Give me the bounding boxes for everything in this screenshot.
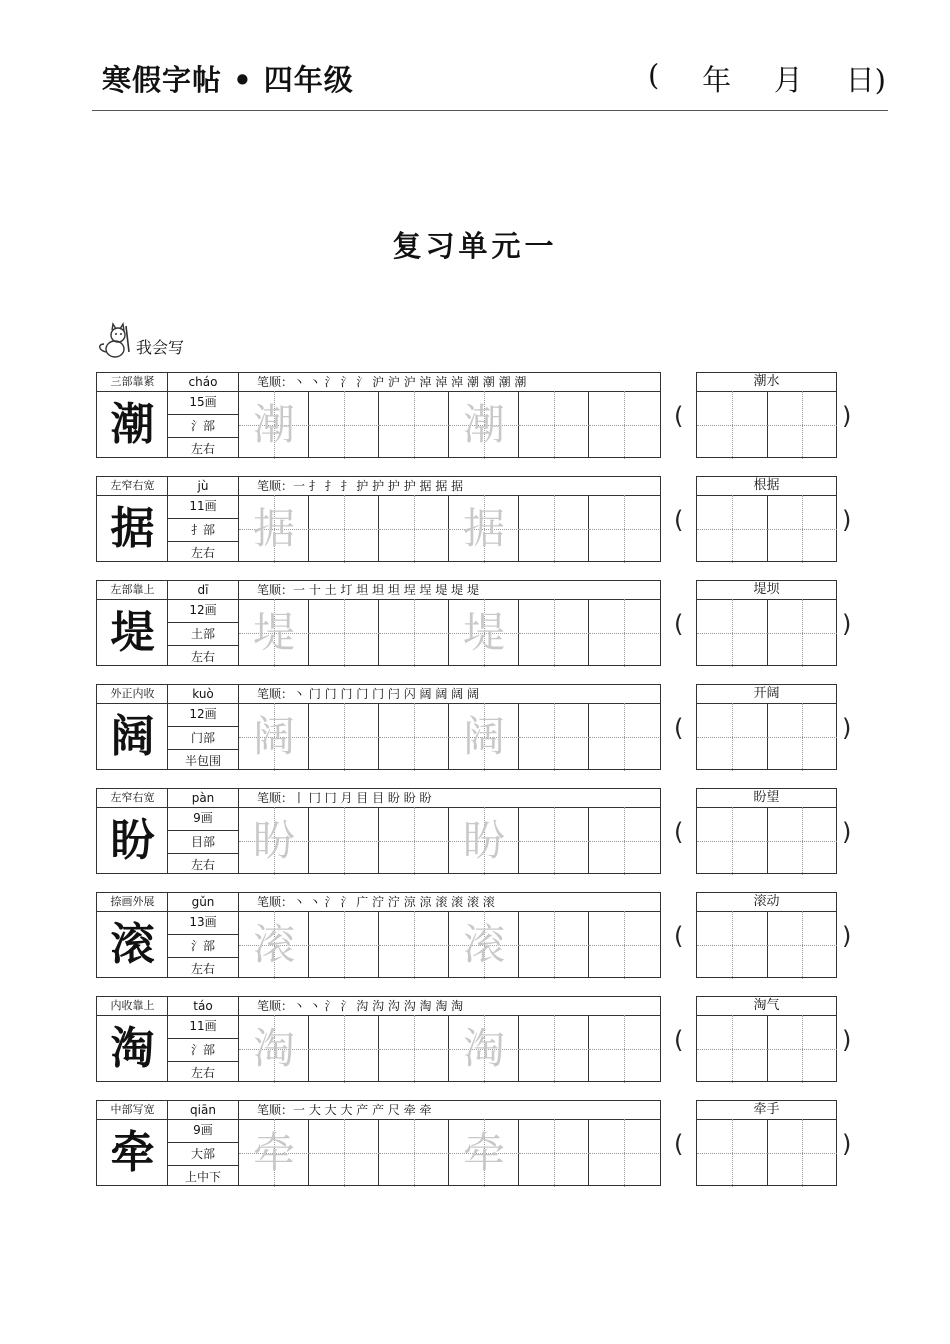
writing-cell[interactable] [309, 1119, 379, 1187]
writing-cell[interactable] [239, 807, 309, 875]
trace-character: 滚 [462, 920, 505, 969]
practice-row [96, 372, 856, 464]
model-character: 据 [110, 503, 155, 554]
word-writing-cell[interactable] [697, 1119, 767, 1187]
trace-character: 阔 [252, 712, 295, 761]
writing-cell[interactable] [309, 807, 379, 875]
structure-tip: 外正内收 [110, 687, 155, 700]
model-character: 潮 [110, 399, 155, 450]
stroke-order: 笔顺：一 扌 扌 扌 护 护 护 护 据 据 据 [257, 479, 464, 493]
writing-cell[interactable] [589, 703, 659, 771]
cat-icon [96, 322, 134, 360]
structure-type: 左右 [190, 650, 215, 664]
word-box [696, 476, 837, 562]
pinyin: dī [197, 583, 209, 597]
stroke-order: 笔顺：丶 丶 氵 氵 沟 沟 沟 沟 淘 淘 淘 [257, 999, 464, 1013]
stroke-order: 笔顺：一 大 大 大 产 产 尺 牵 牵 [257, 1103, 432, 1117]
word-writing-cell[interactable] [767, 1015, 837, 1083]
writing-cell[interactable] [589, 911, 659, 979]
stroke-count: 15画 [189, 395, 217, 409]
writing-cell[interactable] [379, 1015, 449, 1083]
pinyin: kuò [192, 687, 214, 701]
structure-tip: 左窄右宽 [110, 791, 155, 804]
structure-type: 左右 [190, 546, 215, 560]
writing-cell[interactable] [309, 495, 379, 563]
stroke-order: 笔顺：丶 门 门 门 门 门 闩 闪 阔 阔 阔 阔 [257, 687, 479, 701]
page-title: 复习单元一 [392, 229, 558, 263]
word-box [696, 684, 837, 770]
word-box [696, 580, 837, 666]
open-paren: ( [674, 506, 684, 534]
writing-cell[interactable] [519, 599, 589, 667]
practice-row [96, 580, 856, 672]
date-day: 日) [845, 63, 886, 97]
word-writing-cell[interactable] [697, 807, 767, 875]
practice-grid [96, 996, 661, 1082]
stroke-count: 11画 [189, 1019, 217, 1033]
radical: 扌部 [190, 523, 215, 537]
writing-cell[interactable] [239, 1015, 309, 1083]
model-character: 淘 [110, 1023, 155, 1074]
practice-grid [96, 684, 661, 770]
stroke-count: 12画 [189, 603, 217, 617]
writing-cell[interactable] [449, 1119, 519, 1187]
writing-cell[interactable] [379, 807, 449, 875]
open-paren: ( [674, 1026, 684, 1054]
writing-cell[interactable] [449, 599, 519, 667]
stroke-count: 13画 [189, 915, 217, 929]
pinyin: jù [197, 479, 209, 493]
pinyin: gǔn [191, 895, 215, 909]
structure-tip: 左部靠上 [110, 583, 155, 596]
practice-row [96, 892, 856, 984]
word-box [696, 996, 837, 1082]
writing-cell[interactable] [379, 911, 449, 979]
word-writing-cell[interactable] [767, 807, 837, 875]
word-label: 潮水 [753, 374, 780, 389]
writing-cell[interactable] [239, 599, 309, 667]
word-writing-cell[interactable] [697, 391, 767, 459]
open-paren: ( [674, 714, 684, 742]
word-writing-cell[interactable] [767, 1119, 837, 1187]
trace-character: 堤 [252, 608, 295, 657]
stroke-count: 9画 [193, 811, 213, 825]
trace-character: 盼 [462, 816, 505, 865]
structure-type: 左右 [190, 858, 215, 872]
date-open-paren: ( [648, 58, 660, 92]
word-writing-cell[interactable] [767, 911, 837, 979]
word-writing-cell[interactable] [767, 391, 837, 459]
word-box [696, 892, 837, 978]
pinyin: pàn [191, 791, 215, 805]
pinyin: cháo [188, 375, 218, 389]
open-paren: ( [674, 1130, 684, 1158]
writing-cell[interactable] [519, 1119, 589, 1187]
structure-type: 左右 [190, 962, 215, 976]
trace-character: 牵 [252, 1128, 295, 1177]
trace-character: 滚 [252, 920, 295, 969]
trace-character: 潮 [462, 400, 505, 449]
close-paren: ) [842, 1130, 852, 1158]
radical: 门部 [190, 731, 215, 745]
writing-cell[interactable] [379, 391, 449, 459]
writing-cell[interactable] [589, 391, 659, 459]
practice-row [96, 996, 856, 1088]
word-writing-cell[interactable] [697, 495, 767, 563]
writing-cell[interactable] [589, 1015, 659, 1083]
writing-cell[interactable] [519, 807, 589, 875]
header-date [648, 58, 886, 99]
model-character: 盼 [110, 815, 155, 866]
close-paren: ) [842, 506, 852, 534]
writing-cell[interactable] [589, 599, 659, 667]
section-label: 我会写 [136, 338, 185, 357]
practice-grid [96, 372, 661, 458]
radical: 氵部 [190, 1043, 215, 1057]
close-paren: ) [842, 610, 852, 638]
word-label: 根据 [753, 478, 780, 493]
trace-character: 据 [252, 504, 295, 553]
word-label: 开阔 [753, 686, 780, 701]
open-paren: ( [674, 610, 684, 638]
date-year: 年 [702, 63, 732, 97]
radical: 土部 [190, 627, 215, 641]
writing-cell[interactable] [519, 703, 589, 771]
writing-cell[interactable] [449, 1015, 519, 1083]
writing-cell[interactable] [309, 599, 379, 667]
trace-character: 潮 [252, 400, 295, 449]
structure-type: 半包围 [184, 754, 221, 768]
structure-type: 左右 [190, 442, 215, 456]
stroke-order: 笔顺：丨 冂 冂 月 目 目 盼 盼 盼 [257, 791, 432, 805]
structure-tip: 捺画外展 [110, 895, 155, 908]
word-writing-cell[interactable] [767, 703, 837, 771]
writing-cell[interactable] [239, 703, 309, 771]
writing-cell[interactable] [449, 703, 519, 771]
writing-cell[interactable] [309, 1015, 379, 1083]
writing-cell[interactable] [239, 495, 309, 563]
writing-cell[interactable] [309, 391, 379, 459]
close-paren: ) [842, 818, 852, 846]
section-heading [96, 322, 184, 360]
stroke-count: 9画 [193, 1123, 213, 1137]
word-box [696, 788, 837, 874]
structure-tip: 三部靠紧 [110, 375, 155, 388]
writing-cell[interactable] [519, 911, 589, 979]
structure-tip: 中部写宽 [110, 1103, 155, 1116]
structure-tip: 左窄右宽 [110, 479, 155, 492]
word-label: 盼望 [753, 790, 780, 805]
open-paren: ( [674, 922, 684, 950]
word-writing-cell[interactable] [697, 1015, 767, 1083]
close-paren: ) [842, 1026, 852, 1054]
word-writing-cell[interactable] [697, 911, 767, 979]
word-writing-cell[interactable] [767, 495, 837, 563]
close-paren: ) [842, 922, 852, 950]
practice-row [96, 684, 856, 776]
writing-cell[interactable] [449, 807, 519, 875]
radical: 氵部 [190, 419, 215, 433]
practice-grid [96, 1100, 661, 1186]
practice-grid [96, 892, 661, 978]
stroke-order: 笔顺：一 十 土 圢 坦 坦 坦 埕 埕 堤 堤 堤 [257, 583, 479, 597]
writing-cell[interactable] [309, 911, 379, 979]
open-paren: ( [674, 402, 684, 430]
writing-cell[interactable] [309, 703, 379, 771]
writing-cell[interactable] [519, 1015, 589, 1083]
radical: 氵部 [190, 939, 215, 953]
word-label: 滚动 [753, 894, 780, 909]
structure-tip: 内收靠上 [110, 999, 155, 1012]
model-character: 阔 [110, 711, 155, 762]
trace-character: 据 [462, 504, 505, 553]
practice-row [96, 476, 856, 568]
stroke-count: 12画 [189, 707, 217, 721]
word-label: 堤坝 [753, 582, 780, 597]
trace-character: 盼 [252, 816, 295, 865]
trace-character: 牵 [462, 1128, 505, 1177]
writing-cell[interactable] [589, 495, 659, 563]
practice-grid [96, 788, 661, 874]
stroke-order: 笔顺：丶 丶 氵 氵 氵 沪 沪 沪 淖 淖 淖 潮 潮 潮 潮 [257, 375, 527, 389]
trace-character: 阔 [462, 712, 505, 761]
pinyin: qiān [190, 1103, 216, 1117]
writing-cell[interactable] [379, 495, 449, 563]
writing-cell[interactable] [379, 599, 449, 667]
open-paren: ( [674, 818, 684, 846]
structure-type: 左右 [190, 1066, 215, 1080]
word-box [696, 1100, 837, 1186]
close-paren: ) [842, 714, 852, 742]
radical: 目部 [190, 835, 215, 849]
structure-type: 上中下 [184, 1170, 221, 1184]
word-box [696, 372, 837, 458]
header-divider [92, 110, 888, 111]
writing-cell[interactable] [519, 495, 589, 563]
date-month: 月 [773, 63, 803, 97]
practice-row [96, 788, 856, 880]
word-writing-cell[interactable] [697, 599, 767, 667]
writing-cell[interactable] [449, 391, 519, 459]
practice-row [96, 1100, 856, 1192]
pinyin: táo [193, 999, 213, 1013]
writing-cell[interactable] [239, 911, 309, 979]
practice-grid [96, 580, 661, 666]
word-writing-cell[interactable] [697, 703, 767, 771]
writing-cell[interactable] [239, 391, 309, 459]
trace-character: 淘 [252, 1024, 295, 1073]
header-title: 寒假字帖 • 四年级 [102, 63, 354, 97]
model-character: 堤 [110, 607, 155, 658]
word-label: 牵手 [753, 1102, 780, 1117]
stroke-order: 笔顺：丶 丶 氵 氵 广 泞 泞 涼 涼 滚 滚 滚 滚 [257, 895, 495, 909]
writing-cell[interactable] [449, 911, 519, 979]
writing-cell[interactable] [379, 703, 449, 771]
practice-grid [96, 476, 661, 562]
writing-cell[interactable] [589, 1119, 659, 1187]
model-character: 牵 [110, 1127, 155, 1178]
word-label: 淘气 [753, 998, 780, 1013]
close-paren: ) [842, 402, 852, 430]
radical: 大部 [190, 1147, 215, 1161]
writing-cell[interactable] [449, 495, 519, 563]
word-writing-cell[interactable] [767, 599, 837, 667]
trace-character: 淘 [462, 1024, 505, 1073]
trace-character: 堤 [462, 608, 505, 657]
writing-cell[interactable] [519, 391, 589, 459]
writing-cell[interactable] [239, 1119, 309, 1187]
stroke-count: 11画 [189, 499, 217, 513]
writing-cell[interactable] [589, 807, 659, 875]
model-character: 滚 [110, 919, 155, 970]
writing-cell[interactable] [379, 1119, 449, 1187]
